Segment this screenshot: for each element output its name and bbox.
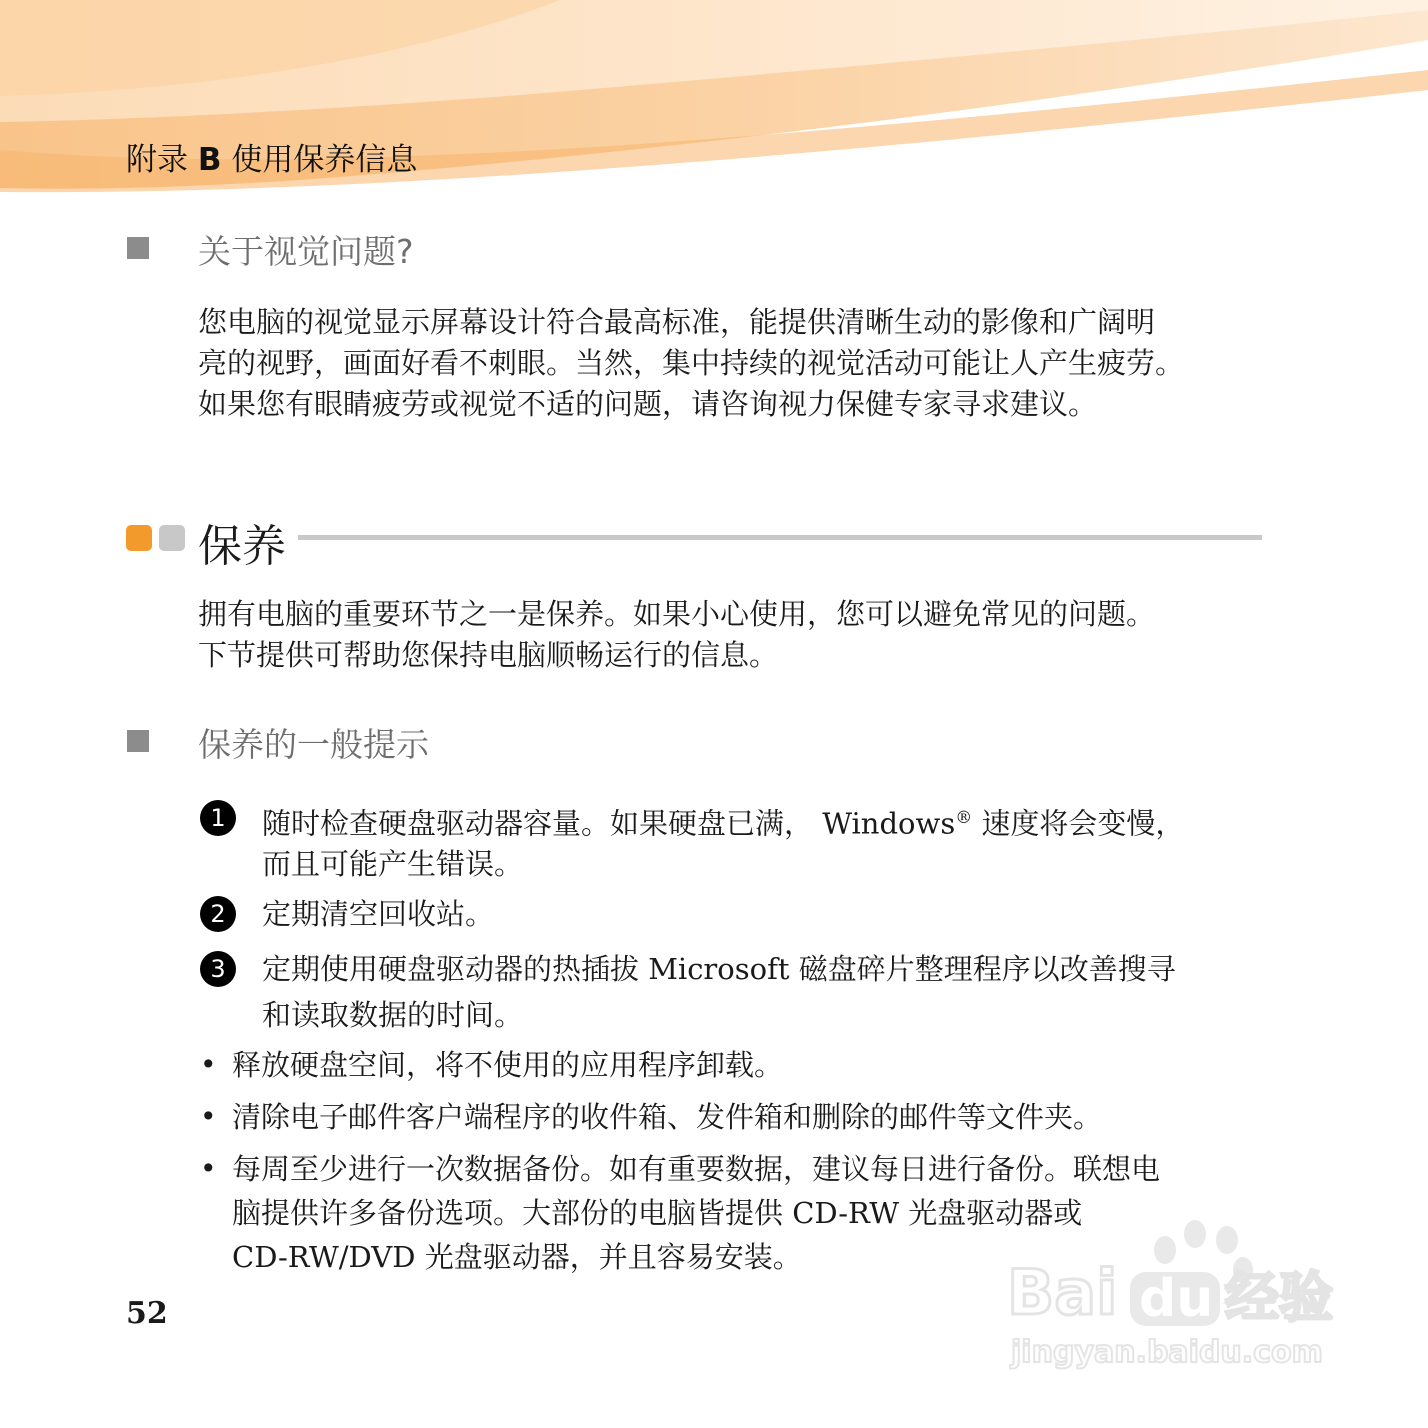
square-bullet-icon bbox=[127, 730, 149, 752]
numbered-item-3-line-2: 和读取数据的时间。 bbox=[262, 998, 524, 1032]
section-gray-dot-icon bbox=[159, 525, 185, 551]
bullet-item-2-line-1: 清除电子邮件客户端程序的收件箱、发件箱和删除的邮件等文件夹。 bbox=[232, 1100, 1103, 1134]
bullet-dot-icon: • bbox=[200, 1048, 217, 1081]
care-paragraph bbox=[198, 594, 1260, 676]
numbered-item-1-text-a: 随时检查硬盘驱动器容量。如果硬盘已满， Windows bbox=[262, 806, 956, 841]
vision-heading: 关于视觉问题? bbox=[198, 232, 414, 271]
vision-line-3: 如果您有眼睛疲劳或视觉不适的问题，请咨询视力保健专家寻求建议。 bbox=[198, 387, 1098, 421]
square-bullet-icon bbox=[127, 237, 149, 259]
numbered-item-1-line-2: 而且可能产生错误。 bbox=[262, 847, 524, 881]
care-line-2: 下节提供可帮助您保持电脑顺畅运行的信息。 bbox=[198, 638, 779, 672]
running-head bbox=[126, 134, 417, 179]
section-rule bbox=[298, 535, 1262, 540]
section-orange-dot-icon bbox=[126, 525, 152, 551]
svg-text:经验: 经验 bbox=[1225, 1266, 1333, 1329]
number-badge-1: 1 bbox=[200, 800, 236, 836]
numbered-item-1-text-b: 速度将会变慢， bbox=[972, 806, 1185, 841]
running-head-prefix: 附录 bbox=[126, 142, 188, 178]
bullet-dot-icon: • bbox=[200, 1152, 217, 1185]
numbered-item-1-line-1 bbox=[262, 795, 1184, 847]
vision-line-1: 您电脑的视觉显示屏幕设计符合最高标准，能提供清晰生动的影像和广阔明 bbox=[198, 305, 1156, 339]
registered-mark: ® bbox=[955, 808, 973, 828]
bullet-item-1-line-1: 释放硬盘空间，将不使用的应用程序卸载。 bbox=[232, 1048, 784, 1082]
number-badge-3: 3 bbox=[200, 951, 236, 987]
page-number: 52 bbox=[126, 1296, 168, 1331]
running-head-title: 使用保养信息 bbox=[231, 142, 418, 178]
bullet-item-3-line-1: 每周至少进行一次数据备份。如有重要数据，建议每日进行备份。联想电 bbox=[232, 1152, 1161, 1186]
svg-text:jingyan.baidu.com: jingyan.baidu.com bbox=[1011, 1335, 1323, 1370]
svg-text:Bai: Bai bbox=[1007, 1256, 1118, 1329]
numbered-item-2-line-1: 定期清空回收站。 bbox=[262, 897, 495, 931]
number-badge-2: 2 bbox=[200, 896, 236, 932]
bullet-item-3-line-3: CD-RW/DVD 光盘驱动器，并且容易安装。 bbox=[232, 1240, 802, 1274]
section-title: 保养 bbox=[198, 521, 286, 572]
care-line-1: 拥有电脑的重要环节之一是保养。如果小心使用，您可以避免常见的问题。 bbox=[198, 597, 1156, 631]
numbered-item-3-line-1: 定期使用硬盘驱动器的热插拔 Microsoft 磁盘碎片整理程序以改善搜寻 bbox=[262, 952, 1176, 986]
tips-heading: 保养的一般提示 bbox=[198, 725, 429, 764]
svg-text:du: du bbox=[1139, 1269, 1214, 1329]
vision-paragraph bbox=[198, 302, 1260, 425]
vision-line-2: 亮的视野，画面好看不刺眼。当然，集中持续的视觉活动可能让人产生疲劳。 bbox=[198, 346, 1185, 380]
bullet-dot-icon: • bbox=[200, 1100, 217, 1133]
running-head-letter: B bbox=[197, 142, 222, 178]
bullet-item-3-line-2: 脑提供许多备份选项。大部份的电脑皆提供 CD-RW 光盘驱动器或 bbox=[232, 1196, 1083, 1230]
baidu-watermark-logo bbox=[1005, 1212, 1350, 1372]
